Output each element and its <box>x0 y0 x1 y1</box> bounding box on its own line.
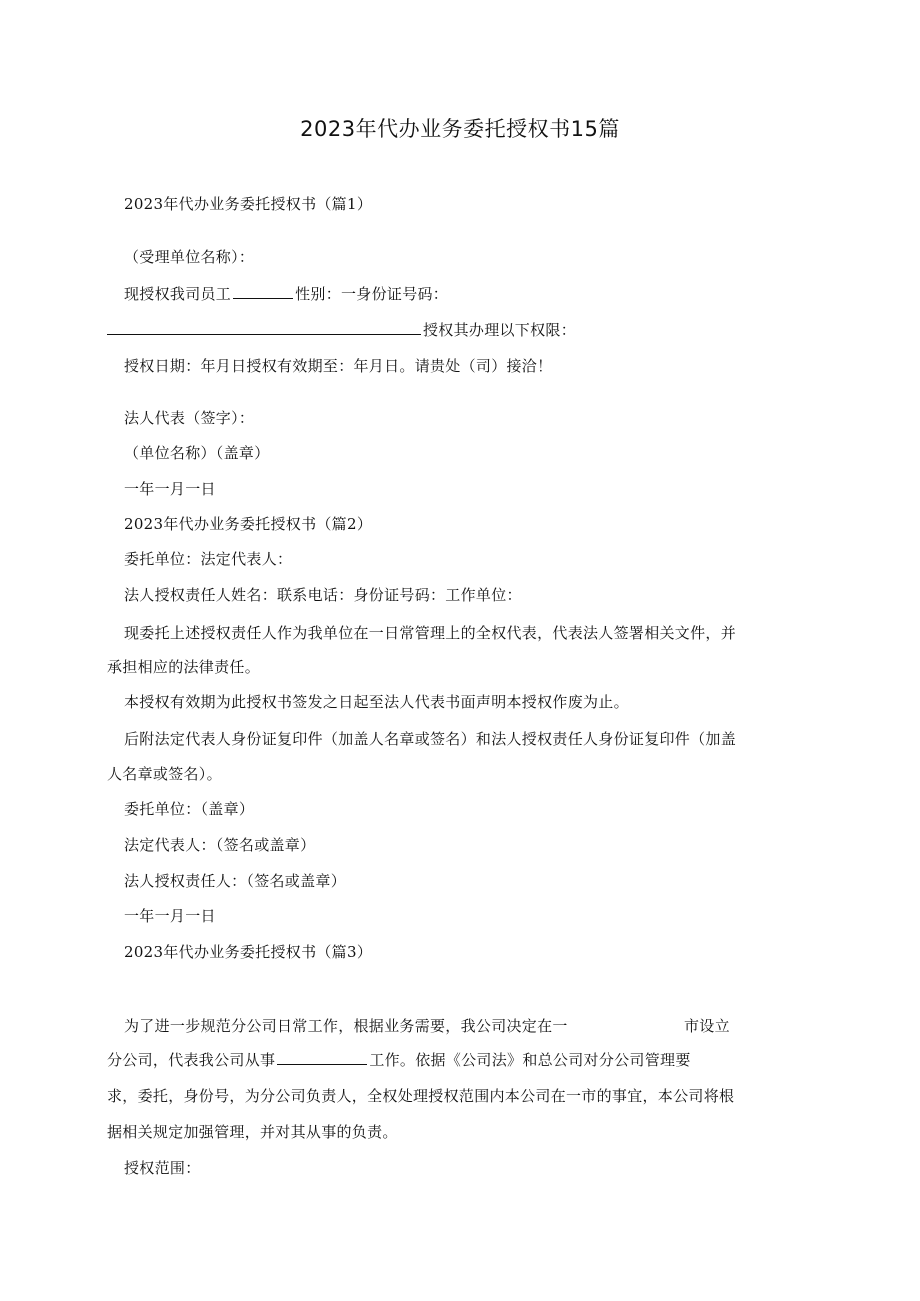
section-1-line-3-text: 授权其办理以下权限： <box>423 321 577 339</box>
blank-line <box>107 320 421 335</box>
section-2-line-9: 一年一月一日 <box>124 907 216 925</box>
section-1-line-2a: 现授权我司员工 <box>124 285 232 303</box>
section-3-line-5: 授权范围： <box>124 1159 201 1177</box>
section-2-line-5a: 后附法定代表人身份证复印件（加盖人名章或签名）和法人授权责任人身份证复印件（加盖 <box>124 730 737 748</box>
section-3-line-3: 求，委托，身份号，为分公司负责人，全权处理授权范围内本公司在一市的事宜，本公司将根 <box>107 1087 735 1105</box>
section-2-line-1: 委托单位：法定代表人： <box>124 550 293 568</box>
section-1-line-1: （受理单位名称）： <box>124 248 255 266</box>
section-1-line-7: 一年一月一日 <box>124 480 216 498</box>
document-title: 2023年代办业务委托授权书15篇 <box>300 117 620 141</box>
section-3-heading: 2023年代办业务委托授权书（篇3） <box>124 943 373 961</box>
blank-line <box>277 1050 367 1065</box>
section-3-line-4: 据相关规定加强管理，并对其从事的负责。 <box>107 1123 398 1141</box>
section-2-line-8: 法人授权责任人：（签名或盖章） <box>124 872 347 890</box>
section-1-line-3 <box>107 320 576 340</box>
section-2-heading: 2023年代办业务委托授权书（篇2） <box>124 515 373 533</box>
section-1-line-2 <box>124 284 448 304</box>
section-2-line-6: 委托单位：（盖章） <box>124 800 255 818</box>
section-3-line-1b: 市设立 <box>684 1017 730 1035</box>
section-3-line-2a: 分公司，代表我公司从事 <box>107 1051 276 1069</box>
section-1-line-5: 法人代表（签字）： <box>124 409 255 427</box>
section-1-line-6: （单位名称）（盖章） <box>124 444 270 462</box>
blank-line <box>233 284 293 299</box>
section-3-line-2b: 工作。依据《公司法》和总公司对分公司管理要 <box>369 1051 691 1069</box>
section-1-heading: 2023年代办业务委托授权书（篇1） <box>124 195 373 213</box>
section-2-line-2: 法人授权责任人姓名：联系电话：身份证号码：工作单位： <box>124 586 522 604</box>
section-2-line-3a: 现委托上述授权责任人作为我单位在一日常管理上的全权代表，代表法人签署相关文件，并 <box>124 624 737 642</box>
section-3-line-2 <box>107 1050 691 1070</box>
section-1-line-4: 授权日期：年月日授权有效期至：年月日。请贵处（司）接洽！ <box>124 357 553 375</box>
section-2-line-7: 法定代表人：（签名或盖章） <box>124 836 316 854</box>
section-3-line-1a: 为了进一步规范分公司日常工作，根据业务需要，我公司决定在一 <box>124 1017 568 1035</box>
section-2-line-5b: 人名章或签名）。 <box>107 765 222 783</box>
section-2-line-3b: 承担相应的法律责任。 <box>107 658 261 676</box>
section-1-line-2b: 性别：一身份证号码： <box>295 285 449 303</box>
section-2-line-4: 本授权有效期为此授权书签发之日起至法人代表书面声明本授权作废为止。 <box>124 693 629 711</box>
